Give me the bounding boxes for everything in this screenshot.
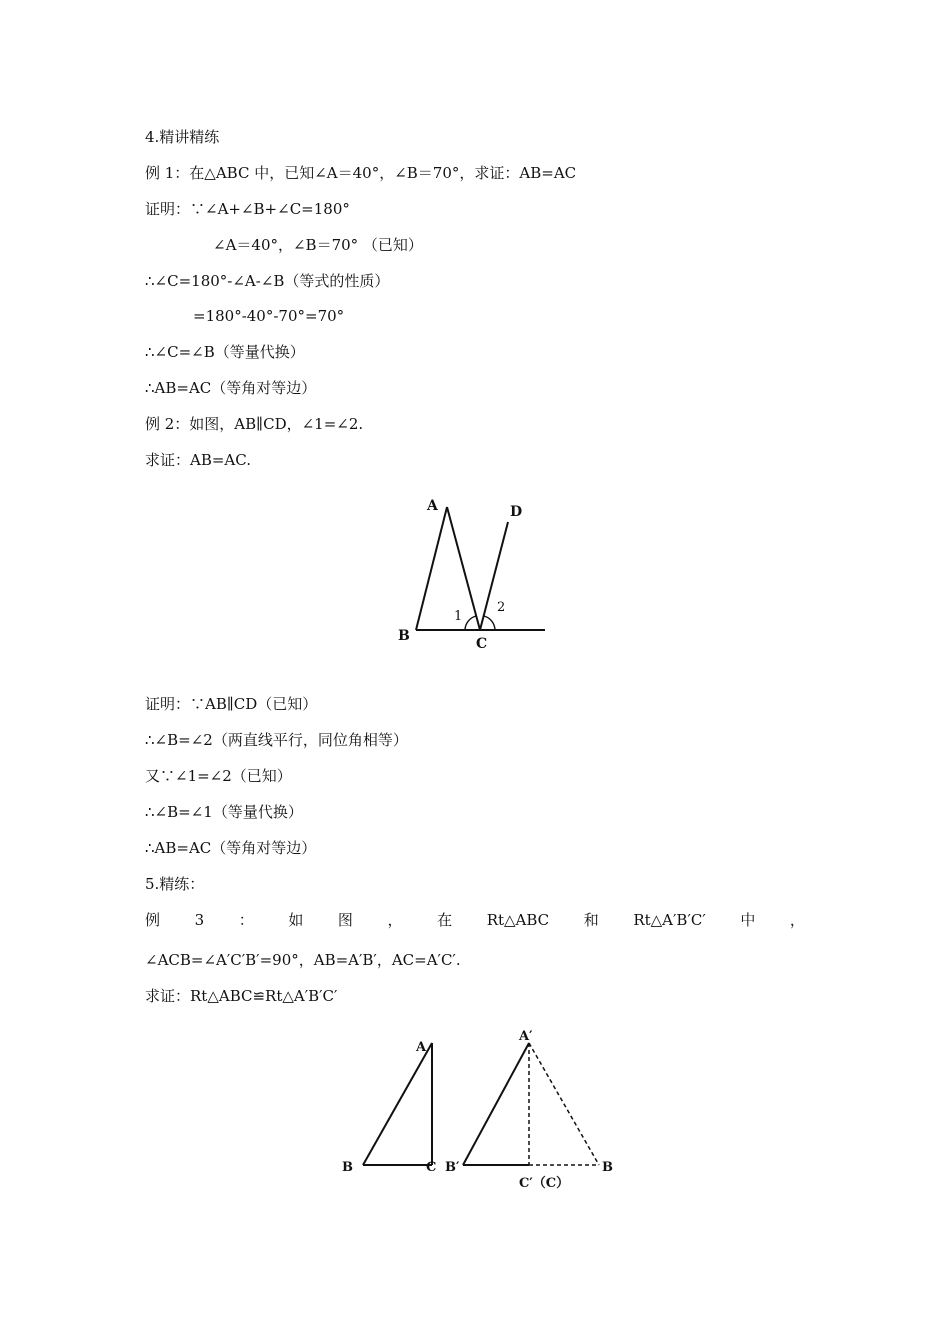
angle-1-arc: [465, 616, 476, 630]
label-a-prime: A′: [519, 1029, 533, 1044]
triangle-left-ab: [363, 1043, 432, 1165]
proof-2-line-3: 又∵∠1=∠2（已知）: [145, 767, 292, 785]
example-2-statement: 例 2：如图，AB∥CD，∠1=∠2.: [145, 415, 364, 433]
label-a: A: [416, 1040, 427, 1055]
label-b-prime: B′: [445, 1160, 460, 1175]
label-a: A: [427, 498, 438, 514]
proof-1-line-2: ∠A＝40°，∠B＝70° （已知）: [213, 236, 423, 254]
label-c: C: [426, 1160, 437, 1175]
example-3-token: 和: [583, 911, 599, 929]
angle-2-arc: [484, 616, 495, 630]
figure-2-diagram: [335, 1025, 625, 1195]
label-angle-2: 2: [497, 600, 506, 615]
proof-2-line-2: ∴∠B=∠2（两直线平行，同位角相等）: [145, 731, 408, 749]
example-3-token: 图: [337, 911, 353, 929]
label-d: D: [510, 504, 523, 520]
dashed-a-prime-b: [529, 1043, 599, 1165]
proof-1-line-5: ∴∠C=∠B（等量代换）: [145, 343, 305, 361]
proof-1-line-1: 证明：∵∠A+∠B+∠C=180°: [145, 200, 350, 218]
example-3-token: ，: [387, 911, 403, 929]
example-3-goal: 求证：Rt△ABC≌Rt△A′B′C′: [145, 987, 338, 1005]
segment-ac: [447, 507, 480, 630]
proof-2-line-1: 证明：∵AB∥CD（已知）: [145, 695, 318, 713]
label-angle-1: 1: [454, 609, 463, 624]
label-c-prime-c: C′（C）: [519, 1176, 570, 1191]
triangle-right-a-b-prime: [463, 1043, 529, 1165]
label-b: B: [398, 628, 410, 644]
proof-1-line-3: ∴∠C=180°-∠A-∠B（等式的性质）: [145, 272, 390, 290]
example-3-token: 如: [288, 911, 304, 929]
section-heading-4: 4.精讲精练: [145, 128, 220, 146]
example-3-token: Rt△ABC: [486, 911, 550, 929]
example-1-statement: 例 1：在△ABC 中，已知∠A＝40°，∠B＝70°，求证：AB=AC: [145, 164, 577, 182]
proof-1-line-6: ∴AB=AC（等角对等边）: [145, 379, 317, 397]
figure-1-diagram: [390, 490, 560, 660]
label-b: B: [342, 1160, 353, 1175]
label-c: C: [476, 636, 488, 652]
example-3-token: 在: [437, 911, 453, 929]
example-3-token: ：: [238, 911, 254, 929]
example-2-goal: 求证：AB=AC.: [145, 451, 251, 469]
example-3-token: Rt△A′B′C′: [633, 911, 706, 929]
segment-ab: [416, 507, 447, 630]
label-b-right: B: [602, 1160, 613, 1175]
example-3-token: ，: [789, 911, 805, 929]
example-3-token: 中: [740, 911, 756, 929]
example-3-conditions: ∠ACB=∠A′C′B′=90°，AB=A′B′，AC=A′C′.: [145, 951, 461, 969]
example-3-token: 3: [194, 911, 205, 929]
section-heading-5: 5.精练：: [145, 875, 205, 893]
example-3-token: 例: [145, 911, 161, 929]
proof-1-line-4: =180°-40°-70°=70°: [193, 307, 345, 325]
proof-2-line-4: ∴∠B=∠1（等量代换）: [145, 803, 303, 821]
proof-2-line-5: ∴AB=AC（等角对等边）: [145, 839, 317, 857]
example-3-statement: [145, 910, 805, 930]
